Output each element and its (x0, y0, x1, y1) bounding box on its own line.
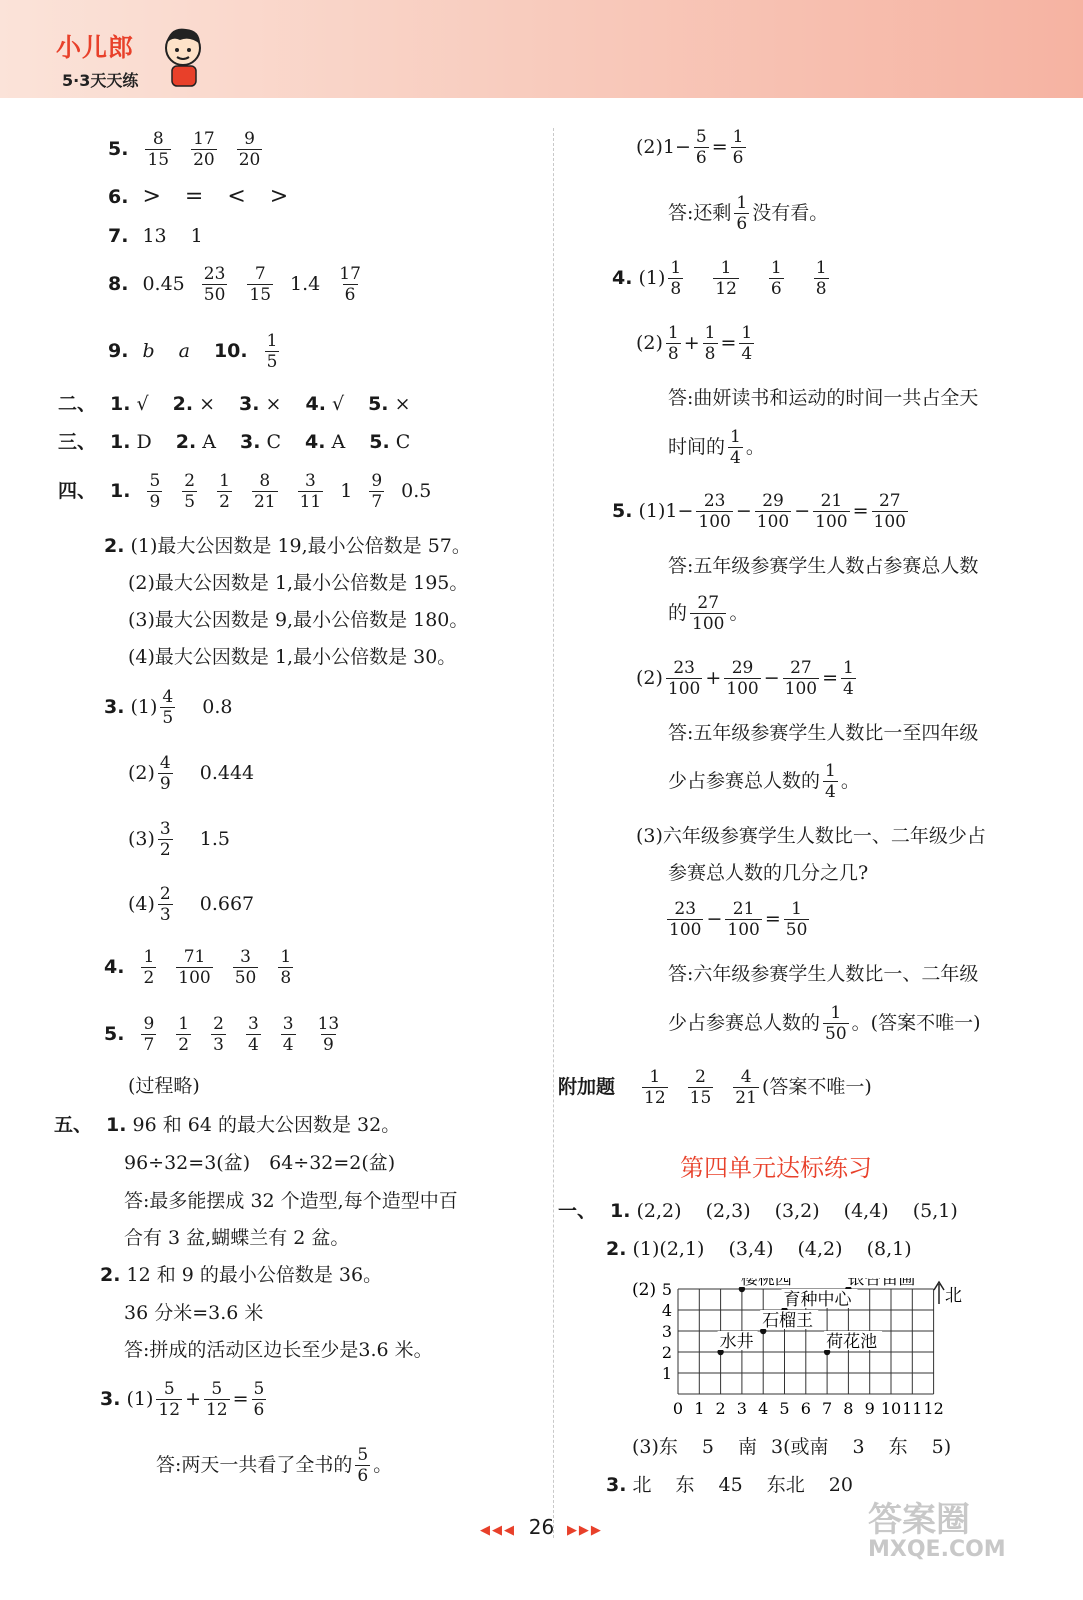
s4-q3-row1: 3. (1) 4 5 0.8 (104, 687, 233, 728)
fraction: 17 6 (339, 264, 361, 305)
s4-q2-line2: (2)最大公因数是 1,最小公倍数是 195。 (128, 572, 469, 594)
place-label: 水井 (719, 1332, 754, 1352)
fraction: $\frac{29}{100}$ (756, 491, 790, 532)
fraction: 4 21 (735, 1067, 757, 1108)
section-3: 三、 1. D 2. A 3. C 4. A 5. C (58, 431, 411, 453)
fraction: 5 9 (149, 471, 161, 512)
r-q5-3-question2: 参赛总人数的几分之几? (668, 862, 869, 884)
r-q4-answer1: 答:曲妍读书和运动的时间一共占全天 (668, 387, 979, 409)
fraction: 2 15 (689, 1067, 712, 1108)
fraction: 1 5 (266, 331, 278, 372)
series-label: 5·3天天练 (62, 71, 139, 90)
fraction: 3 4 (247, 1014, 259, 1055)
fraction: 8 21 (253, 471, 276, 512)
fraction: 5 12 (158, 1379, 181, 1420)
fraction: $\frac{29}{100}$ (726, 658, 759, 699)
r-q5-2-answer2: 少占参赛总人数的 1 4 。 (668, 761, 860, 802)
fraction: 27 100 (692, 593, 725, 634)
s5-q3-answer: 答:两天一共看了全书的 5 6 。 (156, 1445, 393, 1486)
s4-q2-line1: 2. (1)最大公因数是 19,最小公倍数是 57。 (104, 535, 471, 557)
r-q3-2-answer: 答:还剩 1 6 没有看。 (668, 193, 829, 234)
fraction: 9 20 (238, 129, 261, 170)
x-tick-label: 8 (843, 1399, 854, 1418)
page-number: 26 (528, 1515, 555, 1539)
fraction: $\frac{1}{4}$ (741, 323, 753, 364)
answer-l6: 6. > = < > (108, 184, 289, 209)
r-q5-3-eq: 23 100 − $\frac{21}{100}$ = $\frac{1}{50}$ (669, 899, 808, 940)
fraction: 3 11 (299, 471, 322, 512)
fraction: 4 5 (162, 687, 174, 728)
x-tick-label: 12 (923, 1399, 944, 1418)
y-tick-label: 3 (661, 1322, 672, 1341)
place-label: 石榴王 (762, 1311, 814, 1331)
r-q5-3-answer2: 少占参赛总人数的 1 50 。(答案不唯一) (668, 1003, 981, 1044)
fraction: 1 6 (770, 258, 782, 299)
fraction: 9 7 (143, 1014, 155, 1055)
grid-label: (2) (632, 1280, 657, 1300)
fraction: $\frac{1}{50}$ (785, 899, 808, 940)
s5-q1-line2: 96÷32=3(盆) 64÷32=2(盆) (124, 1152, 396, 1174)
u-q2-3: (3)东 5 南 3(或南 3 东 5) (632, 1436, 952, 1458)
section-2: 二、 1. √ 2. × 3. × 4. √ 5. × (58, 393, 411, 415)
s5-q1-line3: 答:最多能摆成 32 个造型,每个造型中百 (124, 1190, 458, 1212)
fraction: 1 8 (815, 258, 827, 299)
fraction: $\frac{1}{8}$ (704, 323, 716, 364)
fraction: 23 100 (669, 899, 702, 940)
fraction: 9 7 (371, 471, 383, 512)
x-tick-label: 0 (672, 1399, 684, 1418)
s4-q2-line3: (3)最大公因数是 9,最小公倍数是 180。 (128, 609, 469, 631)
fraction: 5 6 (357, 1445, 369, 1486)
answer-l5: 5. 8 15 17 20 9 20 (108, 129, 261, 170)
x-tick-label: 7 (822, 1399, 833, 1418)
s5-q2-line3: 答:拼成的活动区边长至少是3.6 米。 (124, 1339, 433, 1361)
left-arrows-icon: ◀◀◀ (480, 1523, 517, 1538)
place-label: 樱桃园 (740, 1278, 792, 1289)
fraction: $\frac{5}{12}$ (205, 1379, 228, 1420)
fraction: 3 4 (282, 1014, 294, 1055)
r-q4-1: 4. (1) 1 8 1 12 1 6 1 8 (612, 258, 827, 299)
s4-q5-note: (过程略) (128, 1075, 200, 1097)
s5-q2-line1: 2. 12 和 9 的最小公倍数是 36。 (100, 1264, 383, 1286)
place-label: 育种中心 (783, 1290, 852, 1310)
r-q4-2: (2) 1 8 + $\frac{1}{8}$ = $\frac{1}{4}$ (636, 323, 753, 364)
fraction: 1 6 (736, 193, 748, 234)
fraction: 2 3 (159, 884, 171, 925)
place-label: 银杏苗圃 (847, 1278, 916, 1289)
x-tick-label: 11 (902, 1399, 923, 1418)
fraction: 8 15 (147, 129, 170, 170)
fraction: 3 50 (234, 947, 257, 988)
s4-q3-row2: (2) 4 9 0.444 (128, 753, 255, 794)
r-q5-3-question1: (3)六年级参赛学生人数比一、二年级少占 (636, 825, 986, 847)
y-tick-label: 1 (661, 1364, 672, 1383)
fraction: 3 2 (159, 819, 171, 860)
x-tick-label: 9 (864, 1399, 875, 1418)
x-tick-label: 2 (715, 1399, 726, 1418)
fraction: 17 20 (193, 129, 215, 170)
u-q1: 一、 1. (2,2) (2,3) (3,2) (4,4) (5,1) (558, 1200, 958, 1222)
x-tick-label: 1 (694, 1399, 705, 1418)
fraction: $\frac{21}{100}$ (727, 899, 760, 940)
fraction: $\frac{27}{100}$ (873, 491, 906, 532)
grid-svg (632, 1278, 992, 1420)
brand-logo: 小儿郎 (56, 33, 135, 62)
u-q2-1: 2. (1) (2,1) (3,4) (4,2) (8,1) (606, 1238, 912, 1260)
mascot-icon (160, 24, 206, 90)
section-4-q1: 四、 1. 5 9 2 5 1 2 8 21 3 11 1 9 7 0.5 (58, 471, 432, 512)
fraction: 1 2 (219, 471, 230, 512)
place-label: 荷花池 (826, 1332, 878, 1352)
fraction: 7 15 (249, 264, 272, 305)
fraction: 1 4 (730, 427, 741, 468)
u-q3: 3. 北 东 45 东北 20 (606, 1474, 853, 1496)
fraction: $\frac{5}{6}$ (695, 127, 707, 168)
y-tick-label: 5 (661, 1280, 672, 1299)
fraction: 1 2 (143, 947, 155, 988)
fraction: $\frac{1}{6}$ (732, 127, 744, 168)
y-tick-label: 2 (661, 1343, 672, 1362)
s5-q1-line1: 五、 1. 96 和 64 的最大公因数是 32。 (54, 1114, 401, 1136)
fraction: 1 8 (670, 258, 682, 299)
column-divider (553, 128, 554, 1538)
fraction: 71 100 (178, 947, 211, 988)
s4-q2-line4: (4)最大公因数是 1,最小公倍数是 30。 (128, 646, 457, 668)
x-tick-label: 3 (736, 1399, 747, 1418)
r-q3-2: (2)1− $\frac{5}{6}$ = $\frac{1}{6}$ (636, 127, 744, 168)
fraction: $\frac{5}{6}$ (253, 1379, 265, 1420)
fraction: 2 3 (213, 1014, 224, 1055)
x-tick-label: 5 (779, 1399, 790, 1418)
fraction: $\frac{23}{100}$ (698, 491, 731, 532)
right-arrows-icon: ▶▶▶ (566, 1523, 603, 1538)
fraction: 23 50 (203, 264, 226, 305)
r-q5-answer2: 的 27 100 。 (668, 593, 749, 634)
x-tick-label: 6 (800, 1399, 811, 1418)
x-tick-label: 10 (880, 1399, 902, 1418)
fraction: $\frac{21}{100}$ (815, 491, 848, 532)
s4-q3-row3: (3) 3 2 1.5 (128, 819, 230, 860)
answer-l9-10: 9. b a 10. 1 5 (108, 331, 278, 372)
answer-l7: 7. 13 1 (108, 225, 203, 247)
fraction: $\frac{1}{4}$ (843, 658, 854, 699)
fraction: 1 2 (178, 1014, 190, 1055)
s4-q4: 4. 1 2 71 100 3 50 1 8 (104, 947, 292, 988)
fraction: $\frac{27}{100}$ (784, 658, 818, 699)
answer-l8: 8. 0.45 23 50 7 15 1.4 17 6 (108, 264, 361, 305)
r-q5-2: (2) 23 100 + $\frac{29}{100}$ − $\frac{27}{100}$ = $\frac{1}{4}$ (636, 658, 854, 699)
fraction: 1 8 (280, 947, 292, 988)
fraction: 1 12 (715, 258, 737, 299)
fraction: 2 5 (184, 471, 196, 512)
north-label: 北 (945, 1286, 962, 1306)
extra-question: 附加题 1 12 2 15 4 21 (答案不唯一) (558, 1067, 872, 1108)
fraction: 4 9 (159, 753, 171, 794)
s5-q1-line4: 合有 3 盆,蝴蝶兰有 2 盆。 (124, 1227, 350, 1249)
r-q4-answer2: 时间的 1 4 。 (668, 427, 765, 468)
unit-title: 第四单元达标练习 (680, 1154, 872, 1182)
fraction: 1 12 (644, 1067, 666, 1108)
r-q5-3-answer1: 答:六年级参赛学生人数比一、二年级 (668, 963, 979, 985)
r-q5-answer1: 答:五年级参赛学生人数占参赛总人数 (668, 555, 979, 577)
s4-q5: 5. 9 7 1 2 2 3 3 4 3 4 13 9 (104, 1014, 340, 1055)
fraction: 1 8 (667, 323, 679, 364)
coordinate-grid (632, 1278, 992, 1424)
s4-q3-row4: (4) 2 3 0.667 (128, 884, 255, 925)
fraction: 23 100 (667, 658, 701, 699)
watermark: 答案圈 MXQE.COM (868, 1500, 1006, 1562)
y-tick-label: 4 (661, 1301, 672, 1320)
r-q5-2-answer1: 答:五年级参赛学生人数比一至四年级 (668, 722, 979, 744)
fraction: 1 4 (825, 761, 836, 802)
x-tick-label: 4 (758, 1399, 769, 1418)
fraction: 13 9 (317, 1014, 340, 1055)
fraction: 1 50 (825, 1003, 847, 1044)
s5-q3-eq: 3. (1) 5 12 + $\frac{5}{12}$ = $\frac{5}{6}$ (100, 1379, 265, 1420)
r-q5-1: 5. (1)1− $\frac{23}{100}$ − $\frac{29}{100}$ − $\frac{21}{100}$ = $\frac{27}{100}$ (612, 491, 906, 532)
s5-q2-line2: 36 分米=3.6 米 (124, 1302, 264, 1324)
